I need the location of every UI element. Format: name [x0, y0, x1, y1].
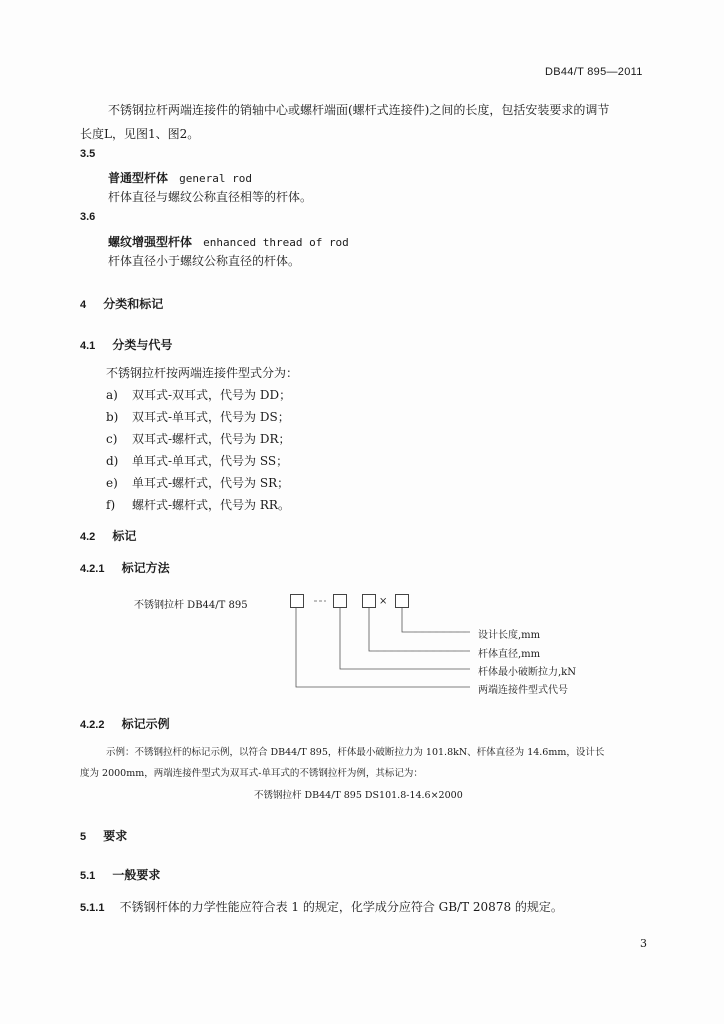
- intro-line-2: 长度L，见图1、图2。: [80, 127, 200, 141]
- label-connector-type: 两端连接件型式代号: [478, 685, 568, 696]
- section-3-5-definition: 杆体直径与螺纹公称直径相等的杆体。: [108, 190, 313, 204]
- section-number: 4.2: [80, 531, 96, 543]
- section-5-1-heading: [80, 864, 160, 883]
- section-title: 标记示例: [121, 717, 170, 731]
- label-rod-diameter: 杆体直径,mm: [478, 649, 541, 660]
- list-label: f): [106, 498, 116, 512]
- list-text: 单耳式-单耳式，代号为 SS；: [132, 454, 289, 468]
- term-en: general rod: [179, 172, 252, 185]
- term-en: enhanced thread of rod: [203, 236, 349, 249]
- marking-prefix: 不锈钢拉杆 DB44/T 895: [134, 600, 248, 611]
- section-title: 分类与代号: [112, 338, 173, 352]
- section-title: 分类和标记: [103, 297, 164, 311]
- term-cn: 螺纹增强型杆体: [108, 235, 193, 249]
- list-text: 双耳式-单耳式，代号为 DS；: [132, 410, 290, 424]
- section-number: 4.2.1: [80, 563, 105, 575]
- list-label: e): [106, 476, 118, 490]
- section-3-6-number: 3.6: [80, 211, 96, 223]
- list-label: d): [106, 454, 119, 468]
- times-sign: ×: [379, 596, 388, 607]
- label-breaking-force: 杆体最小破断拉力,kN: [478, 667, 576, 678]
- list-text: 双耳式-双耳式，代号为 DD；: [132, 388, 292, 402]
- label-design-length: 设计长度,mm: [478, 630, 541, 641]
- list-label: b): [106, 410, 119, 424]
- list-text: 单耳式-螺杆式，代号为 SR；: [132, 476, 290, 490]
- section-number: 4: [80, 299, 87, 311]
- section-4-1-intro: 不锈钢拉杆按两端连接件型式分为：: [106, 366, 299, 380]
- section-number: 5.1.1: [80, 902, 105, 914]
- list-label: c): [106, 432, 118, 446]
- example-line-2: 度为 2000mm，两端连接件型式为双耳式-单耳式的不锈钢拉杆为例，其标记为：: [80, 768, 423, 779]
- section-number: 4.2.2: [80, 719, 105, 731]
- section-title: 一般要求: [112, 868, 161, 882]
- section-number: 5.1: [80, 870, 96, 882]
- example-marking: 不锈钢拉杆 DB44/T 895 DS101.8-14.6×2000: [254, 790, 463, 801]
- intro-line-1: 不锈钢拉杆两端连接件的销轴中心或螺杆端面(螺杆式连接件)之间的长度，包括安装要求的调节: [108, 103, 610, 117]
- standard-code: DB44/T 895—2011: [545, 66, 643, 78]
- section-text: 不锈钢杆体的力学性能应符合表 1 的规定，化学成分应符合 GB/T 20878 的规定。: [119, 900, 563, 914]
- example-line-1: 示例：不锈钢拉杆的标记示例，以符合 DB44/T 895，杆体最小破断拉力为 101.8kN、杆体直径为 14.6mm，设计长: [106, 747, 605, 758]
- section-3-6-definition: 杆体直径小于螺纹公称直径的杆体。: [108, 254, 301, 268]
- section-title: 要求: [103, 829, 128, 843]
- section-title: 标记方法: [121, 561, 170, 575]
- page-number: 3: [640, 937, 647, 950]
- section-3-5-number: 3.5: [80, 148, 96, 160]
- section-5-heading: [80, 825, 127, 844]
- section-number: 5: [80, 831, 87, 843]
- list-label: a): [106, 388, 118, 402]
- list-text: 螺杆式-螺杆式，代号为 RR。: [132, 498, 290, 512]
- section-4-2-2-heading: [80, 713, 170, 732]
- section-5-1-1: [80, 896, 563, 915]
- section-number: 4.1: [80, 340, 96, 352]
- section-title: 标记: [112, 529, 137, 543]
- list-text: 双耳式-螺杆式，代号为 DR；: [132, 432, 291, 446]
- term-cn: 普通型杆体: [108, 171, 169, 185]
